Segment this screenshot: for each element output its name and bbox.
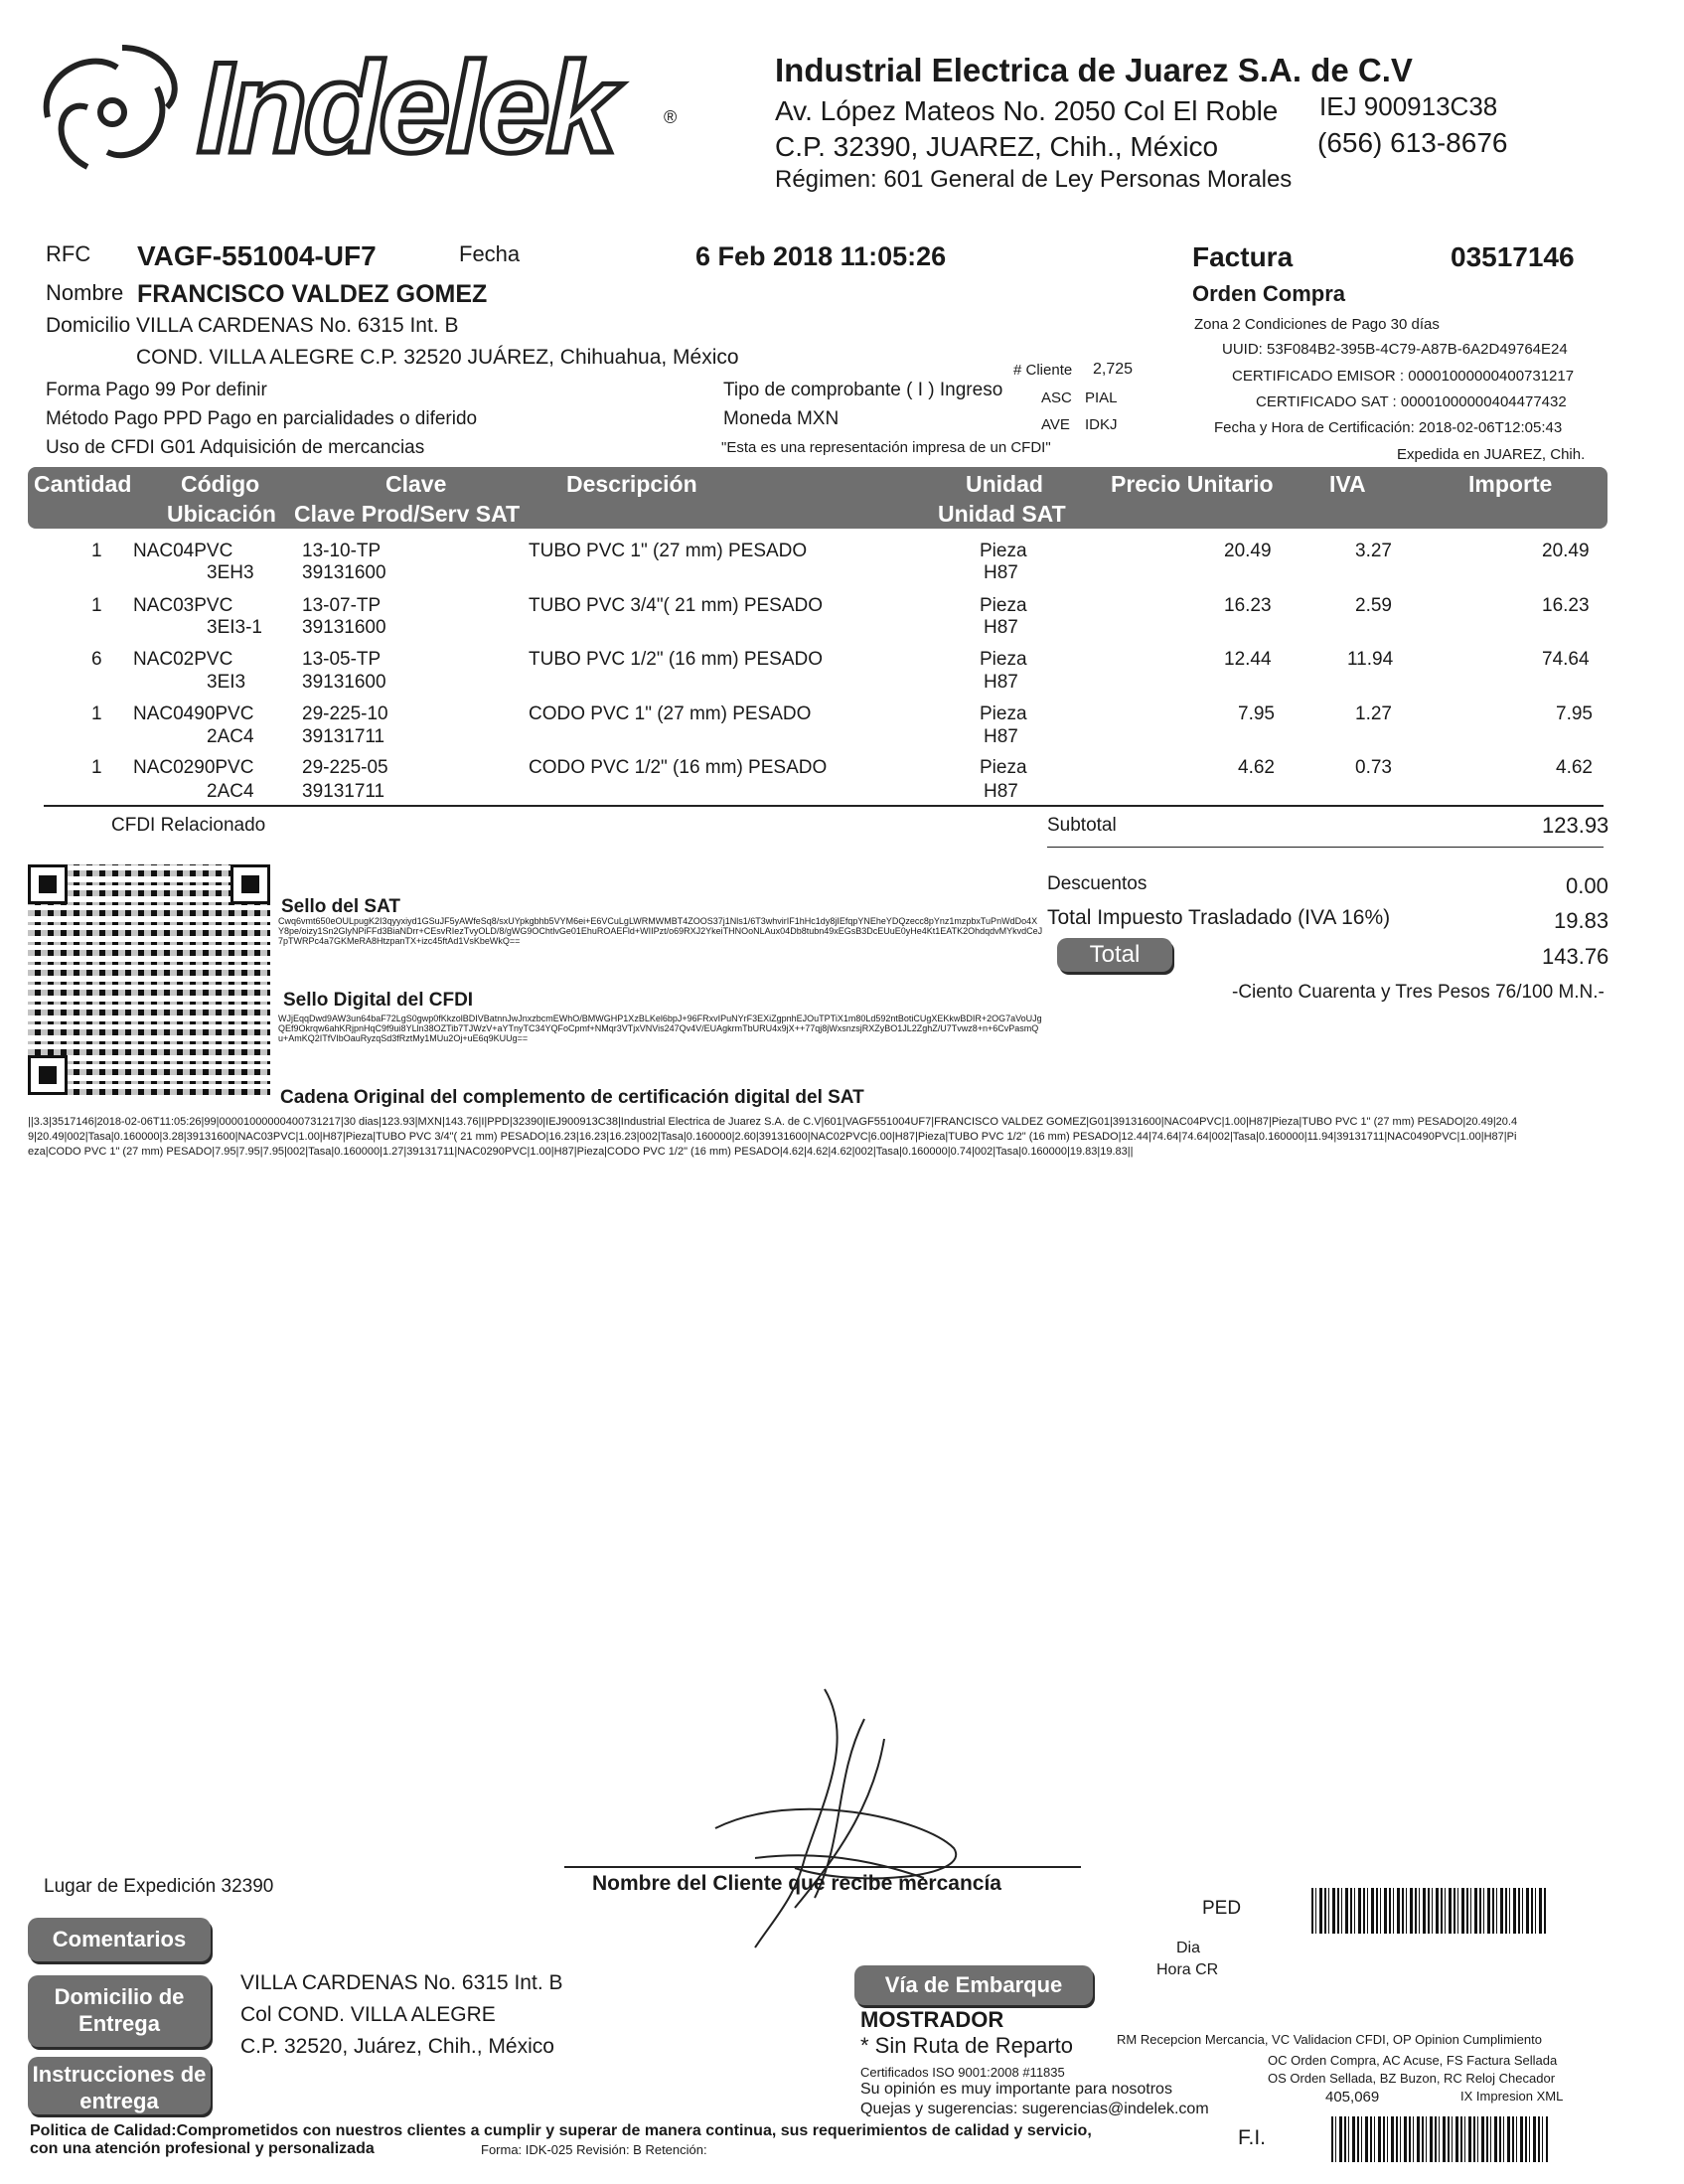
factura-label: Factura <box>1192 241 1294 272</box>
col-clave: Clave <box>385 471 447 497</box>
sello-sat: Cwq6vmt650eOULpugK2I3qyyxiyd1GSuJF5yAWfeSq8/sxUYpkgbhb5VYM6ei+E6VCuLgLWRMWMBT4ZOOS37j1Nls1/6T3whvirIF1hHc1dy8jIEfqpYNEheYDQzecc8pYnz1mzpbxTuPnWdDo4XY8pe/oizy1Sn2GlyNPiFFd3BiaNDrr+CEsvRIezTvyOLD/8/gWG9OChtlvGe01EhuROAEFld+WIIPzt/o69RXJ2YkeiTHNOoNLAux04Db8tubn49xEGsB3DcEUuE0yHe4Kt1EATK2OhdqdvMYkvdCeJ7pTWRPc4a7GKMeRA8HtzpanTX+izc45ftAd1VsKbeWkQ== <box>278 916 1043 946</box>
cert-sat: CERTIFICADO SAT : 00001000000404477432 <box>1256 393 1567 410</box>
ave-label: AVE <box>1041 416 1070 433</box>
cert-emisor: CERTIFICADO EMISOR : 00001000000400731217 <box>1232 368 1575 385</box>
registered-icon: ® <box>664 107 678 127</box>
entrega-address3: C.P. 32520, Juárez, Chih., México <box>240 2035 554 2058</box>
total-value: 143.76 <box>1542 944 1609 969</box>
row-qty: 1 <box>91 541 102 561</box>
company-logo <box>28 28 684 197</box>
company-regimen: Régimen: 601 General de Ley Personas Morales <box>775 166 1293 193</box>
col-clave-sat: Clave Prod/Serv SAT <box>294 501 521 527</box>
cfdi-relacionado: CFDI Relacionado <box>111 815 266 836</box>
row-qty: 1 <box>91 703 102 724</box>
client-name: FRANCISCO VALDEZ GOMEZ <box>137 280 488 308</box>
impuesto-value: 19.83 <box>1554 908 1609 933</box>
row-clave: 13-10-TP <box>302 541 382 561</box>
row-ubicacion: 3EH3 <box>207 562 254 583</box>
row-precio: 20.49 <box>1224 541 1272 561</box>
col-iva: IVA <box>1329 471 1366 497</box>
row-ubicacion: 2AC4 <box>207 726 254 747</box>
row-unidad-sat: H87 <box>984 562 1018 583</box>
ave-value: IDKJ <box>1085 416 1118 433</box>
codes-line4: IX Impresion XML <box>1460 2089 1564 2104</box>
entrega-address1: VILLA CARDENAS No. 6315 Int. B <box>240 1971 563 1994</box>
row-importe: 74.64 <box>1542 649 1590 670</box>
code-number: 405,069 <box>1325 2089 1380 2106</box>
row-desc: CODO PVC 1/2" (16 mm) PESADO <box>529 757 828 778</box>
col-importe: Importe <box>1468 471 1553 497</box>
row-iva: 2.59 <box>1355 595 1392 616</box>
uso-cfdi: Uso de CFDI G01 Adquisición de mercancias <box>46 437 425 458</box>
nombre-cliente-label: Nombre del Cliente que recibe mercancía <box>592 1872 1001 1895</box>
row-unidad-sat: H87 <box>984 726 1018 747</box>
uuid: UUID: 53F084B2-395B-4C79-A87B-6A2D49764E24 <box>1222 341 1568 358</box>
sello-cfdi: WJjEqqDwd9AW3un64baF72LgS0gwp0fKkzolBDIVBatnnJwJnxzbcmEWhO/BMWGHP1XzBLKel6bpJ+96FRxvIPuNYrF3EXiZgpnhEJOuTPTiX1m80Ld592ntBotiCUgXEKkwBDIR+2OG7aVoUJgQEf9Okrqw6ahKRjpnHqC9f9ui8YLln38OZTib7TJWzV+aYTnyTC34YQFoCpmf+NMqr3VTjxVNVis247Qv4V/EUAgkrmTbURU4x9jX++77qj8jWxsnzsjRXZyBO1JL2ZghZ/U7Tvwz8+n+6CvPasmQu+AmKQ2ITfVIbOauRyzqSd3fRztMy1MUu2Oj+uE6q9KUUg== <box>278 1014 1042 1043</box>
via-embarque-label: Vía de Embarque <box>854 1965 1093 2005</box>
row-importe: 16.23 <box>1542 595 1590 616</box>
entrega-address2: Col COND. VILLA ALEGRE <box>240 2003 496 2026</box>
client-address1: VILLA CARDENAS No. 6315 Int. B <box>136 314 459 337</box>
invoice-date: 6 Feb 2018 11:05:26 <box>695 241 947 271</box>
rfc-label: RFC <box>46 241 91 266</box>
row-iva: 11.94 <box>1347 649 1394 670</box>
expedida-en: Expedida en JUAREZ, Chih. <box>1397 446 1586 463</box>
col-ubicacion: Ubicación <box>167 501 276 527</box>
asc-label: ASC <box>1041 390 1072 406</box>
factura-number: 03517146 <box>1451 241 1575 272</box>
logo-wordmark: Indelek <box>197 35 614 180</box>
fecha-label: Fecha <box>459 241 521 266</box>
row-desc: CODO PVC 1" (27 mm) PESADO <box>529 703 812 724</box>
moneda: Moneda MXN <box>723 408 840 429</box>
row-unidad: Pieza <box>980 757 1027 778</box>
lugar-expedicion: Lugar de Expedición 32390 <box>44 1876 274 1897</box>
metodo-pago: Método Pago PPD Pago en parcialidades o diferido <box>46 408 478 429</box>
client-address2: COND. VILLA ALEGRE C.P. 32520 JUÁREZ, Chihuahua, México <box>136 346 739 369</box>
descuentos-label: Descuentos <box>1047 873 1148 894</box>
col-descripcion: Descripción <box>566 471 697 497</box>
forma-pago: Forma Pago 99 Por definir <box>46 380 267 400</box>
total-label: Total <box>1057 938 1172 972</box>
row-unidad-sat: H87 <box>984 617 1018 638</box>
domicilio-label: Domicilio <box>46 314 131 337</box>
row-desc: TUBO PVC 1" (27 mm) PESADO <box>529 541 808 561</box>
row-importe: 20.49 <box>1542 541 1590 561</box>
row-precio: 16.23 <box>1224 595 1272 616</box>
subtotal-value: 123.93 <box>1542 813 1609 838</box>
row-qty: 6 <box>91 649 102 670</box>
zona-condiciones: Zona 2 Condiciones de Pago 30 días <box>1194 316 1440 333</box>
sin-ruta: * Sin Ruta de Reparto <box>860 2033 1074 2058</box>
col-cantidad: Cantidad <box>34 471 132 497</box>
descuentos-value: 0.00 <box>1566 873 1608 898</box>
col-unidad: Unidad <box>966 471 1043 497</box>
row-clave: 29-225-10 <box>302 703 388 724</box>
row-iva: 0.73 <box>1355 757 1392 778</box>
codes-line2: OC Orden Compra, AC Acuse, FS Factura Sellada <box>1268 2053 1558 2068</box>
mostrador: MOSTRADOR <box>860 2007 1004 2032</box>
row-importe: 4.62 <box>1556 757 1593 778</box>
row-precio: 7.95 <box>1238 703 1275 724</box>
total-en-letra: -Ciento Cuarenta y Tres Pesos 76/100 M.N.- <box>1232 982 1605 1003</box>
row-unidad: Pieza <box>980 649 1027 670</box>
row-unidad: Pieza <box>980 541 1027 561</box>
cadena-label: Cadena Original del complemento de certificación digital del SAT <box>280 1087 864 1108</box>
instrucciones-label: Instrucciones de entrega <box>28 2057 211 2114</box>
iso-cert: Certificados ISO 9001:2008 #11835 <box>860 2065 1065 2080</box>
company-name: Industrial Electrica de Juarez S.A. de C.V <box>775 52 1413 88</box>
codes-line3: OS Orden Sellada, BZ Buzon, RC Reloj Checador <box>1268 2071 1556 2086</box>
dia-label: Dia <box>1176 1940 1201 1956</box>
client-rfc: VAGF-551004-UF7 <box>137 240 377 271</box>
quejas-email: Quejas y sugerencias: sugerencias@indelek.com <box>860 2101 1209 2117</box>
row-unidad: Pieza <box>980 595 1027 616</box>
row-code: NAC04PVC <box>133 541 233 561</box>
subtotal-label: Subtotal <box>1047 815 1117 836</box>
nombre-label: Nombre <box>46 280 124 305</box>
ped-label: PED <box>1202 1898 1242 1919</box>
table-bottom-rule <box>44 805 1604 807</box>
orden-compra-label: Orden Compra <box>1192 281 1346 306</box>
row-qty: 1 <box>91 757 102 778</box>
row-clave-sat: 39131711 <box>302 726 385 747</box>
row-precio: 4.62 <box>1238 757 1275 778</box>
items-table-header <box>28 467 1607 529</box>
politica-calidad2: con una atención profesional y personalizada <box>30 2140 375 2157</box>
row-unidad: Pieza <box>980 703 1027 724</box>
politica-calidad: Politica de Calidad:Comprometidos con nuestros clientes a cumplir y superar de manera continua, sus requerimientos de calidad y servicio, <box>30 2122 1092 2139</box>
col-codigo: Código <box>181 471 260 497</box>
row-code: NAC03PVC <box>133 595 233 616</box>
row-iva: 1.27 <box>1355 703 1392 724</box>
sello-cfdi-label: Sello Digital del CFDI <box>283 990 474 1011</box>
company-address1: Av. López Mateos No. 2050 Col El Roble <box>775 95 1279 126</box>
impuesto-label: Total Impuesto Trasladado (IVA 16%) <box>1047 906 1391 929</box>
subtotal-rule <box>1047 847 1604 848</box>
row-unidad-sat: H87 <box>984 781 1018 802</box>
barcode-top <box>1311 1888 1548 1934</box>
tipo-comprobante: Tipo de comprobante ( I ) Ingreso <box>723 380 1003 400</box>
forma-revision: Forma: IDK-025 Revisión: B Retención: <box>481 2142 707 2157</box>
row-code: NAC02PVC <box>133 649 233 670</box>
col-precio: Precio Unitario <box>1111 471 1274 497</box>
signature-image <box>596 1679 1113 1967</box>
fecha-certificacion: Fecha y Hora de Certificación: 2018-02-06T12:05:43 <box>1214 419 1563 436</box>
row-clave-sat: 39131600 <box>302 617 386 638</box>
codes-line1: RM Recepcion Mercancia, VC Validacion CFDI, OP Opinion Cumplimiento <box>1117 2032 1542 2047</box>
col-unidad-sat: Unidad SAT <box>938 501 1066 527</box>
row-unidad-sat: H87 <box>984 672 1018 693</box>
row-code: NAC0290PVC <box>133 757 254 778</box>
signature-line <box>564 1866 1081 1868</box>
cliente-num-label: # Cliente <box>1013 362 1073 379</box>
row-desc: TUBO PVC 3/4"( 21 mm) PESADO <box>529 595 824 616</box>
row-precio: 12.44 <box>1224 649 1272 670</box>
sello-sat-label: Sello del SAT <box>281 896 401 917</box>
row-ubicacion: 2AC4 <box>207 781 254 802</box>
barcode-bottom <box>1331 2116 1548 2162</box>
comentarios-label: Comentarios <box>28 1918 211 1961</box>
row-iva: 3.27 <box>1355 541 1392 561</box>
company-phone: (656) 613-8676 <box>1317 127 1508 158</box>
row-qty: 1 <box>91 595 102 616</box>
opinion-note: Su opinión es muy importante para nosotros <box>860 2081 1172 2098</box>
cadena-original: ||3.3|3517146|2018-02-06T11:05:26|99|00001000000400731217|30 dias|123.93|MXN|143.76|I|PPD|32390|IEJ900913C38|Industrial Electrica de Juarez S.A. de C.V|601|VAGF551004UF7|FRANCISCO VALDEZ GOMEZ|G01|39131600|NAC04PVC|1.00|H87|Pieza|TUBO PVC 1" (27 mm) PESADO|20.49|20.49|20.49|002|Tasa|0.160000|3.28|39131600|NAC03PVC|1.00|H87|Pieza|TUBO PVC 3/4"( 21 mm) PESADO|16.23|16.23|16.23|002|Tasa|0.160000|2.60|39131600|NAC02PVC|6.00|H87|Pieza|TUBO PVC 1/2" (16 mm) PESADO|12.44|74.64|74.64|002|Tasa|0.160000|11.94|39131711|NAC0490PVC|1.00|H87|Pieza|CODO PVC 1" (27 mm) PESADO|7.95|7.95|7.95|002|Tasa|0.160000|1.27|39131711|NAC0290PVC|1.00|H87|Pieza|CODO PVC 1/2" (16 mm) PESADO|4.62|4.62|4.62|002|Tasa|0.160000|0.74|002|Tasa|0.160000|19.83|19.83|| <box>28 1116 1518 1158</box>
row-clave-sat: 39131711 <box>302 781 385 802</box>
row-clave: 29-225-05 <box>302 757 388 778</box>
row-clave-sat: 39131600 <box>302 672 386 693</box>
row-clave: 13-05-TP <box>302 649 382 670</box>
row-ubicacion: 3EI3 <box>207 672 246 693</box>
hora-label: Hora CR <box>1156 1961 1219 1978</box>
qr-code <box>28 864 270 1095</box>
row-clave: 13-07-TP <box>302 595 382 616</box>
domicilio-entrega-label: Domicilio de Entrega <box>28 1975 211 2047</box>
row-desc: TUBO PVC 1/2" (16 mm) PESADO <box>529 649 824 670</box>
row-code: NAC0490PVC <box>133 703 254 724</box>
row-ubicacion: 3EI3-1 <box>207 617 262 638</box>
row-importe: 7.95 <box>1556 703 1593 724</box>
cliente-num: 2,725 <box>1093 361 1134 378</box>
company-address2: C.P. 32390, JUAREZ, Chih., México <box>775 131 1219 162</box>
representacion-note: "Esta es una representación impresa de un CFDI" <box>721 439 1051 456</box>
asc-value: PIAL <box>1085 390 1118 406</box>
fi-label: F.I. <box>1238 2126 1267 2149</box>
row-clave-sat: 39131600 <box>302 562 386 583</box>
company-rfc: IEJ 900913C38 <box>1319 91 1498 121</box>
